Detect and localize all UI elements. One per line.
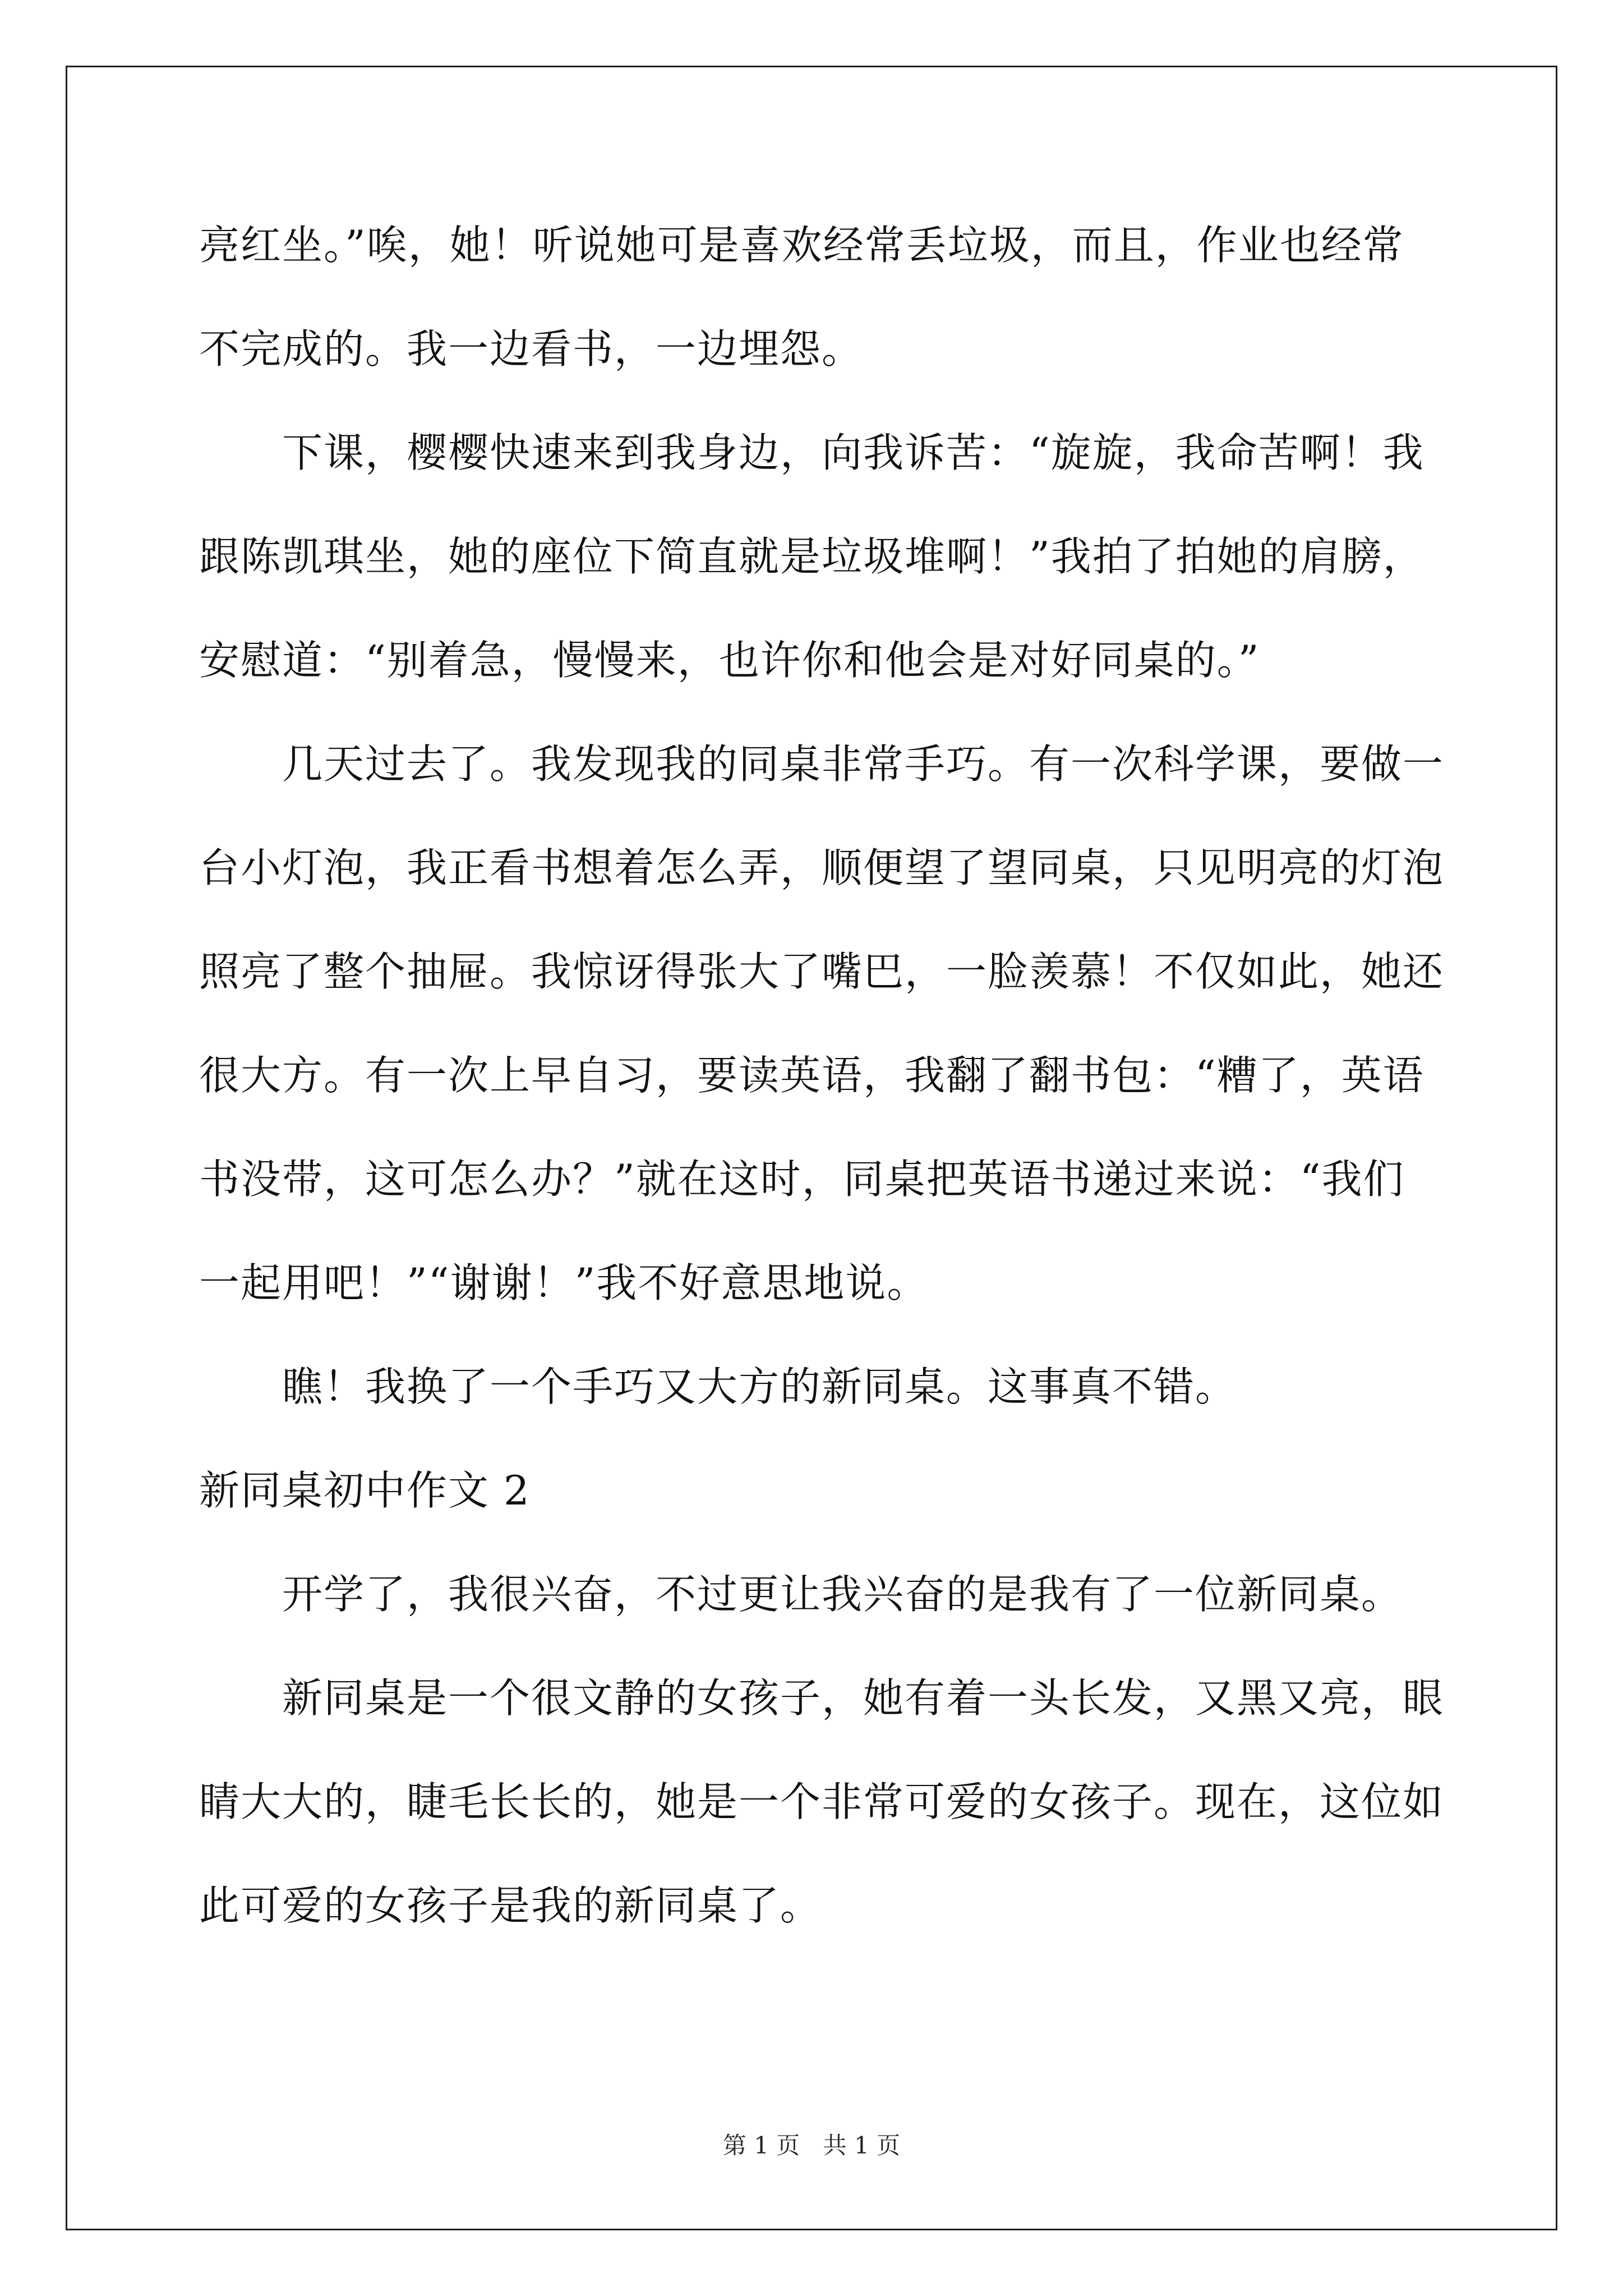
- text-line: 安慰道：“别着急，慢慢来，也许你和他会是对好同桌的。”: [199, 637, 1260, 684]
- section-heading: 新同桌初中作文 2: [199, 1467, 531, 1514]
- paragraph-start: 新同桌是一个很文静的女孩子，她有着一头长发，又黑又亮，眼: [282, 1674, 1445, 1722]
- text-line: 很大方。有一次上早自习，要读英语，我翻了翻书包：“糟了，英语: [199, 1052, 1424, 1099]
- text-line: 睛大大的，睫毛长长的，她是一个非常可爱的女孩子。现在，这位如: [199, 1778, 1445, 1825]
- paragraph-start: 下课，樱樱快速来到我身边，向我诉苦：“旋旋，我命苦啊！我: [282, 429, 1424, 476]
- text-line: 台小灯泡，我正看书想着怎么弄，顺便望了望同桌，只见明亮的灯泡: [199, 844, 1445, 891]
- text-line: 此可爱的女孩子是我的新同桌了。: [199, 1882, 822, 1929]
- text-line: 跟陈凯琪坐，她的座位下简直就是垃圾堆啊！”我拍了拍她的肩膀，: [199, 533, 1424, 580]
- page-total: 共 1 页: [823, 2132, 901, 2159]
- text-line: 一起用吧！”“谢谢！”我不好意思地说。: [199, 1259, 929, 1306]
- text-line: 不完成的。我一边看书，一边埋怨。: [199, 325, 864, 372]
- page-number: 第 1 页: [722, 2132, 800, 2159]
- paragraph-start: 几天过去了。我发现我的同桌非常手巧。有一次科学课，要做一: [282, 740, 1445, 788]
- page-footer: [0, 2129, 1623, 2162]
- text-line: 书没带，这可怎么办？”就在这时，同桌把英语书递过来说：“我们: [199, 1156, 1405, 1203]
- paragraph-start: 开学了，我很兴奋，不过更让我兴奋的是我有了一位新同桌。: [282, 1571, 1403, 1618]
- paragraph-start: 瞧！我换了一个手巧又大方的新同桌。这事真不错。: [282, 1363, 1237, 1410]
- text-line: 照亮了整个抽屉。我惊讶得张大了嘴巴，一脸羡慕！不仅如此，她还: [199, 948, 1445, 995]
- text-line: 亮红坐。”唉，她！听说她可是喜欢经常丢垃圾，而且，作业也经常: [199, 222, 1404, 269]
